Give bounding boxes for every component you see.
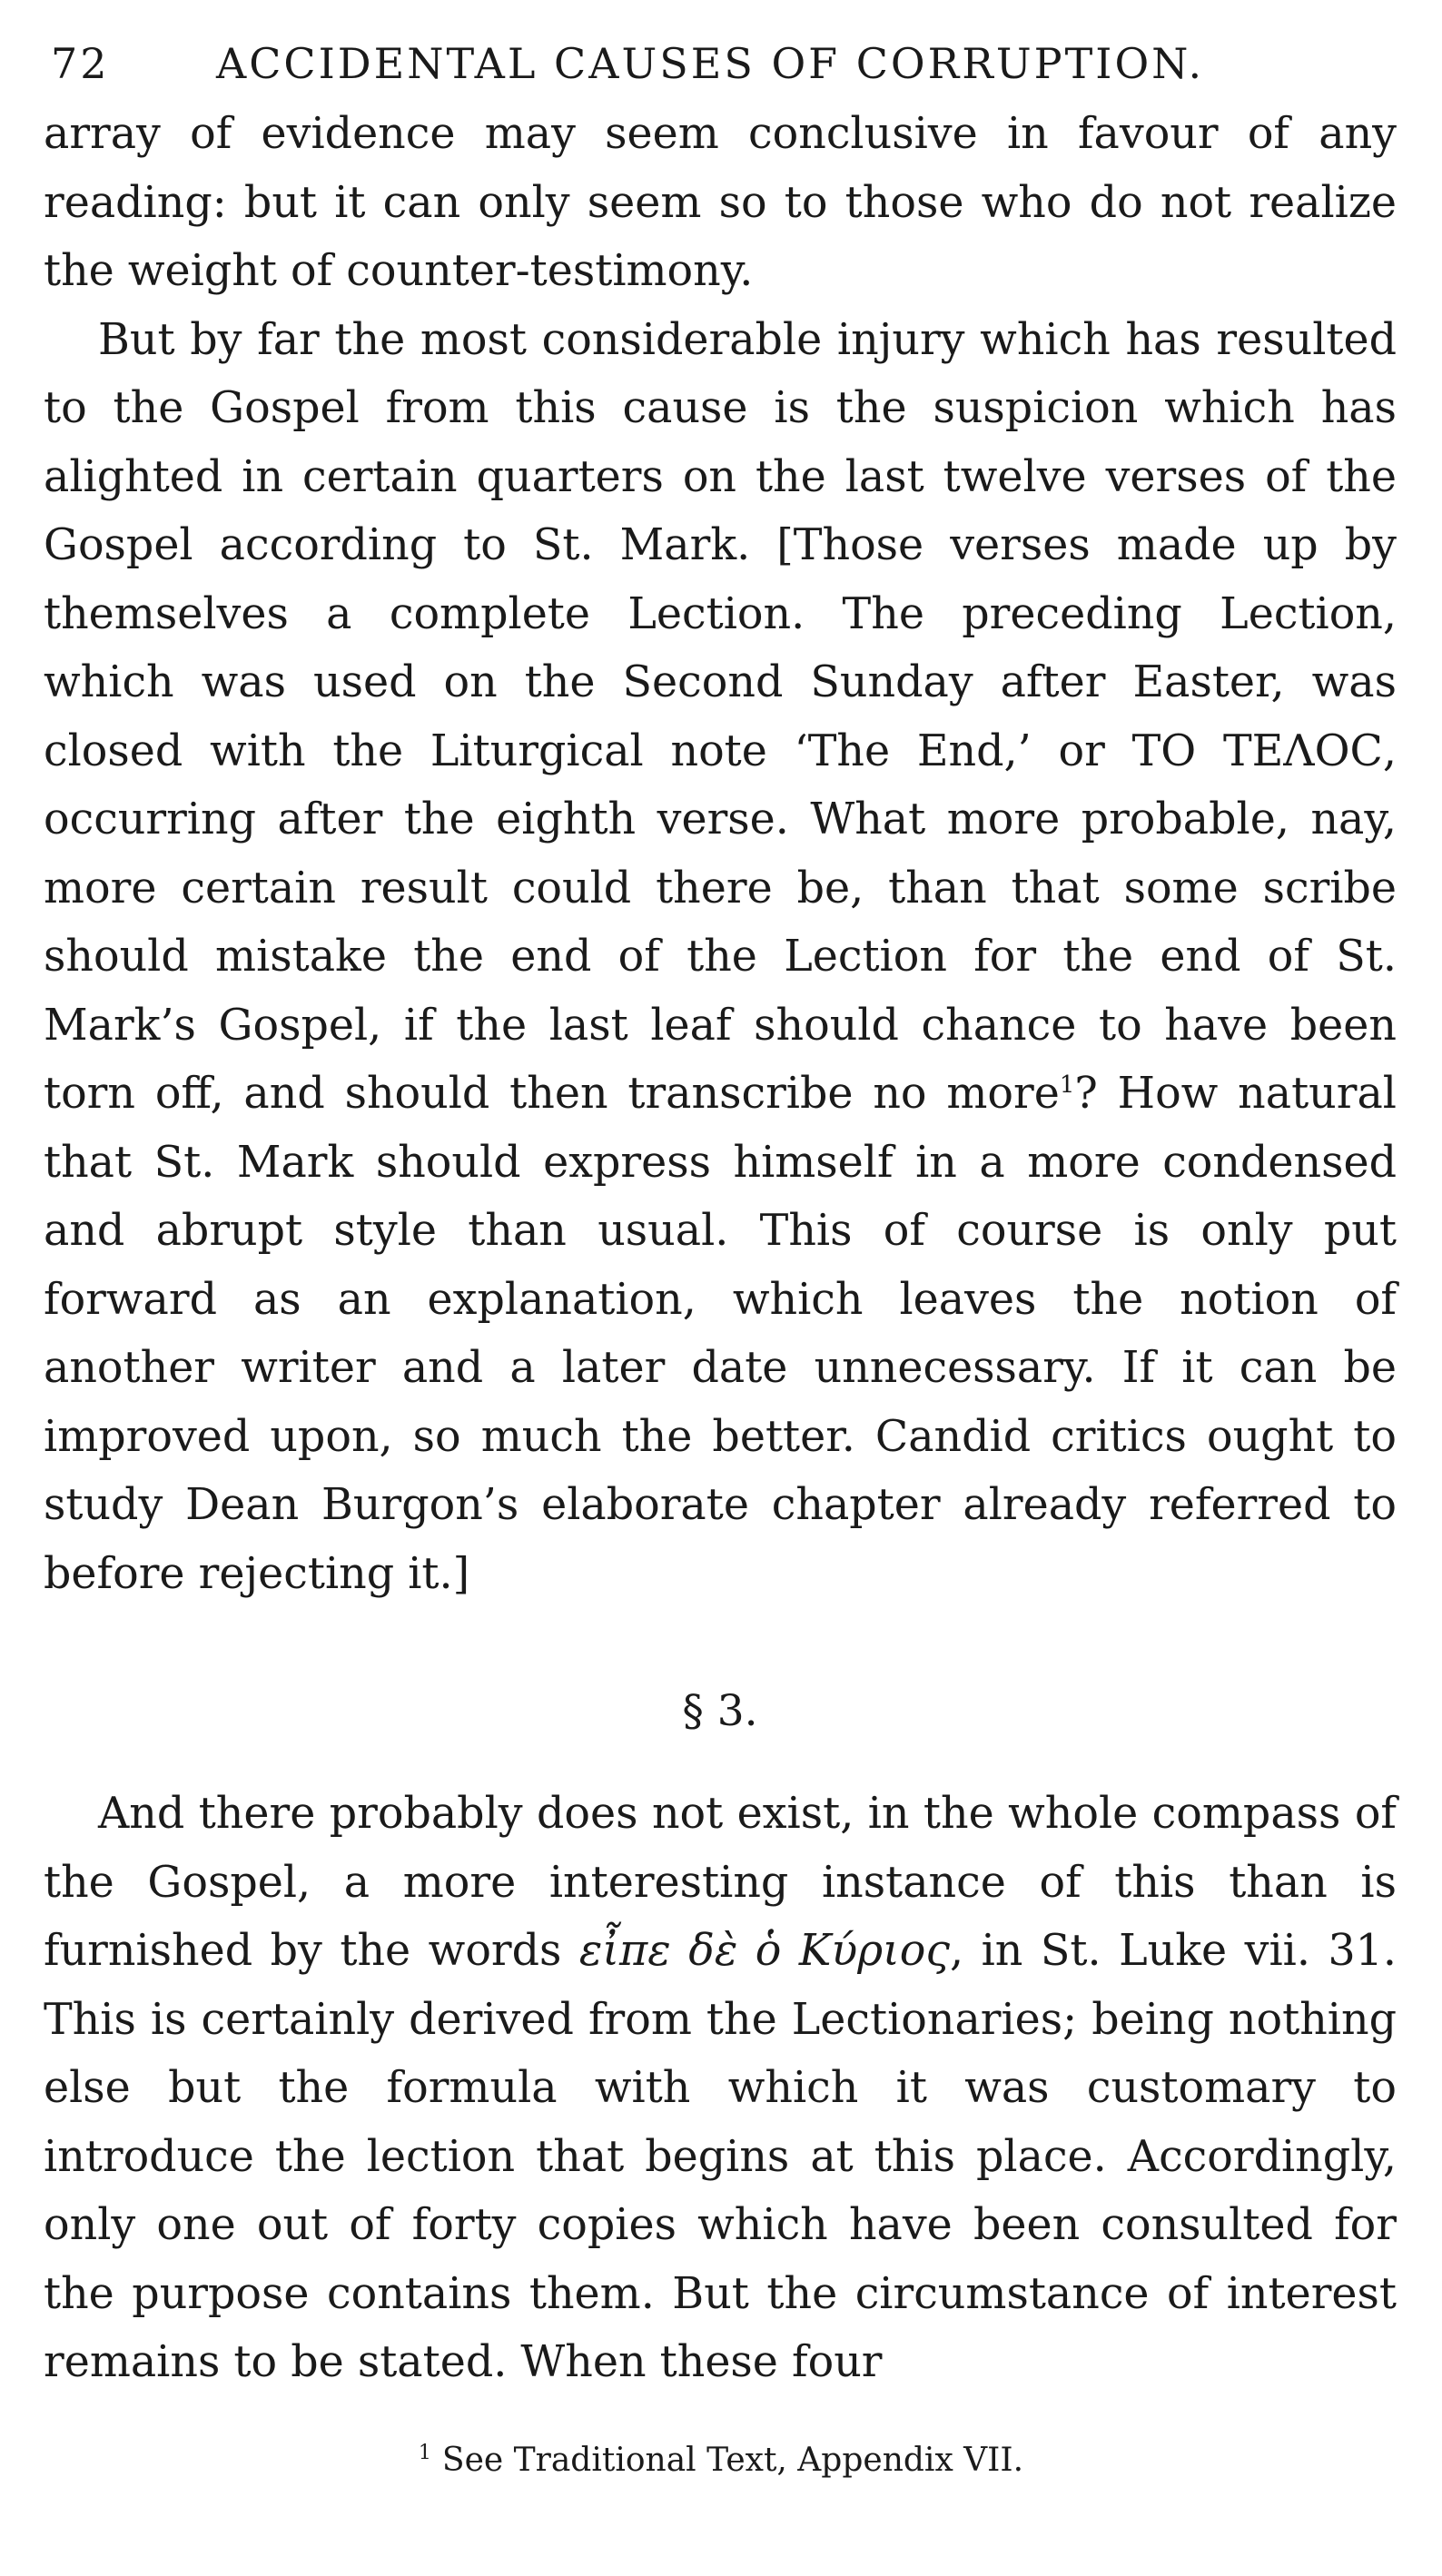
paragraph-luke-instance bbox=[44, 1780, 1397, 2397]
body-text bbox=[44, 100, 1397, 2397]
footnote-reference[interactable]: 1 bbox=[1059, 1071, 1075, 1100]
greek-quotation: εἶπε δὲ ὁ Κύριος bbox=[578, 1926, 951, 1976]
paragraph-text: ? How natural that St. Mark should express himself in a more condensed and abrupt style than usual. This of course is only put forward as an explanation, which leaves the notion of another writer and a later date unnecessary. If it can be improved upon, so much the better. Candid critics ought to study Dean Burgon’s elaborate chapter already referred to before rejecting it.] bbox=[44, 1069, 1397, 1599]
page-number: 72 bbox=[51, 39, 110, 88]
section-heading: § 3. bbox=[682, 1686, 758, 1736]
book-page bbox=[44, 27, 1397, 2397]
footnote-marker: 1 bbox=[418, 2442, 431, 2464]
running-header bbox=[44, 27, 1397, 100]
paragraph-text: , in St. Luke vii. 31. This is certainly derived from the Lectionaries; being nothing else but the formula with which it was customary to introduce the lection that begins at this place. Accordingly, only one out of forty copies which have been consulted for the purpose contains them. But the circumstance of interest remains to be stated. When these four bbox=[44, 1926, 1397, 2387]
footnote-text: See Traditional Text, Appendix VII. bbox=[441, 2442, 1024, 2479]
footnote bbox=[0, 2438, 1442, 2483]
paragraph-last-twelve-verses bbox=[44, 306, 1397, 1609]
paragraph-continuation: array of evidence may seem conclusive in favour of any reading: but it can only seem so to those who do not realize the weight of counter-testimony. bbox=[44, 109, 1397, 296]
running-title: ACCIDENTAL CAUSES OF CORRUPTION. bbox=[216, 39, 1205, 88]
paragraph-text: And there probably does not exist, in the whole compass of the Gospel, a more interesting instance of this than is furnished by the words bbox=[44, 1789, 1397, 1976]
paragraph-text: But by far the most considerable injury which has resulted to the Gospel from this cause is the suspicion which has alighted in certain quarters on the last twelve verses of the Gospel according to St. Mark. [Those verses made up by themselves a complete Lection. The preceding Lection, which was used on the Second Sunday after Easter, was closed with the Liturgical note ‘The End,’ or TO ΤΕΛΟϹ, occurring after the eighth verse. What more probable, nay, more certain result could there be, than that some scribe should mistake the end of the Lection for the end of St. Mark’s Gospel, if the last leaf should chance to have been torn off, and should then transcribe no more bbox=[44, 314, 1397, 1119]
